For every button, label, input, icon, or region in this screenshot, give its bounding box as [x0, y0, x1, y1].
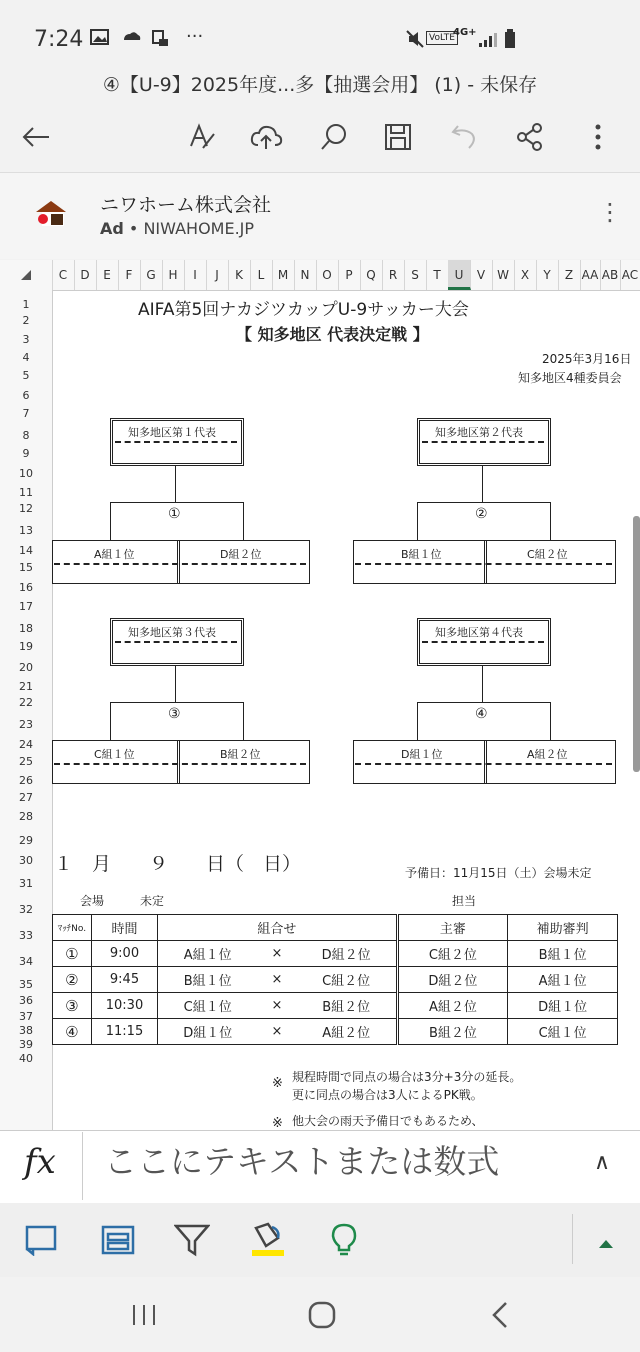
row-header[interactable]: 18	[19, 622, 33, 635]
team2-cell[interactable]: C組２位	[297, 967, 397, 993]
team-right-label: C組２位	[527, 548, 568, 561]
schedule-row	[53, 993, 618, 1019]
row-header[interactable]: 13	[19, 524, 33, 537]
reserve-date: 予備日：11月15日（土）会場未定	[405, 866, 592, 880]
assistant-cell[interactable]: D組１位	[508, 993, 618, 1019]
sheet-title: AIFA第5回ナカジツカップU-9サッカー大会	[138, 300, 469, 320]
column-header[interactable]: I	[184, 260, 207, 290]
ad-menu-icon[interactable]: ⋮	[598, 198, 622, 226]
freeze-panes-icon[interactable]	[96, 1218, 140, 1262]
sheet-committee: 知多地区4種委員会	[518, 371, 622, 385]
column-header[interactable]: AA	[580, 260, 601, 290]
toolbar-divider	[572, 1214, 573, 1264]
vs-cell[interactable]: ×	[257, 941, 297, 967]
row-header[interactable]: 6	[22, 389, 30, 402]
row-header[interactable]: 2	[22, 314, 30, 327]
referee-cell[interactable]: C組２位	[397, 941, 508, 967]
assistant-cell[interactable]: A組１位	[508, 967, 618, 993]
row-header[interactable]: 1	[22, 298, 30, 311]
pen-icon[interactable]	[180, 112, 224, 162]
row-header[interactable]: 4	[22, 351, 30, 364]
schedule-row	[53, 941, 618, 967]
match-no-cell[interactable]: ①	[53, 941, 92, 967]
ad-domain[interactable]: NIWAHOME.JP	[143, 219, 255, 238]
nav-back-icon[interactable]	[470, 1296, 530, 1334]
more-icon[interactable]	[576, 112, 620, 162]
row-header[interactable]: 24	[19, 738, 33, 751]
header-referee[interactable]: 主審	[397, 915, 508, 941]
row-header[interactable]: 20	[19, 661, 33, 674]
row-header[interactable]: 25	[19, 755, 33, 768]
row-header[interactable]: 32	[19, 903, 33, 916]
row-header[interactable]: 3	[22, 333, 30, 346]
clock: 7:24	[34, 27, 84, 52]
column-header[interactable]: M	[272, 260, 295, 290]
select-all-corner[interactable]	[0, 260, 53, 290]
referee-cell[interactable]: A組２位	[397, 993, 508, 1019]
winner-dash	[115, 441, 237, 443]
match-no-cell[interactable]: ③	[53, 993, 92, 1019]
column-header[interactable]: G	[140, 260, 163, 290]
assistant-cell[interactable]: B組１位	[508, 941, 618, 967]
venue-label: 会場	[80, 894, 105, 908]
column-header[interactable]: Z	[558, 260, 581, 290]
team1-cell[interactable]: A組１位	[158, 941, 257, 967]
team2-cell[interactable]: B組２位	[297, 993, 397, 1019]
search-icon[interactable]	[312, 112, 356, 162]
note-mark-1: ※	[272, 1076, 283, 1091]
time-cell[interactable]: 11:15	[91, 1019, 158, 1045]
vs-cell[interactable]: ×	[257, 1019, 297, 1045]
home-icon[interactable]	[292, 1296, 352, 1334]
document-title: ④【U-9】2025年度...多【抽選会用】 (1) - 未保存	[102, 74, 538, 96]
header-assistant[interactable]: 補助審判	[508, 915, 618, 941]
row-header[interactable]: 10	[19, 467, 33, 480]
image-icon	[90, 28, 110, 51]
row-header[interactable]: 28	[19, 810, 33, 823]
column-header[interactable]: Q	[360, 260, 383, 290]
network-type: 4G+	[453, 27, 477, 38]
note2-line1: 他大会の雨天予備日でもあるため、	[292, 1114, 484, 1128]
row-header[interactable]: 9	[22, 447, 30, 460]
row-header[interactable]: 16	[19, 581, 33, 594]
vs-cell[interactable]: ×	[257, 967, 297, 993]
note1-line1: 規程時間で同点の場合は3分+3分の延長。	[292, 1070, 522, 1084]
match-no-cell[interactable]: ④	[53, 1019, 92, 1045]
signal-icon	[478, 32, 498, 52]
column-header[interactable]: P	[338, 260, 361, 290]
row-header[interactable]: 19	[19, 640, 33, 653]
undo-icon[interactable]	[442, 112, 486, 162]
column-header[interactable]: J	[206, 260, 229, 290]
team2-cell[interactable]: A組２位	[297, 1019, 397, 1045]
team-right-label: A組２位	[527, 748, 568, 761]
row-header[interactable]: 21	[19, 680, 33, 693]
bracket-stem	[482, 466, 483, 502]
notification-icon	[150, 28, 170, 53]
header-time[interactable]: 時間	[91, 915, 158, 941]
formula-input[interactable]: ここにテキストまたは数式	[104, 1142, 500, 1181]
winner-label: 知多地区第４代表	[435, 626, 523, 639]
row-header[interactable]: 36	[19, 994, 33, 1007]
column-header[interactable]: Y	[536, 260, 559, 290]
schedule-header-row	[53, 915, 618, 941]
referee-cell[interactable]: B組２位	[397, 1019, 508, 1045]
row-header[interactable]: 37	[19, 1010, 33, 1023]
fx-icon[interactable]: fx	[24, 1142, 56, 1182]
ideas-bulb-icon[interactable]	[322, 1218, 366, 1262]
row-header[interactable]: 27	[19, 791, 33, 804]
row-header[interactable]: 38	[19, 1024, 33, 1037]
team-dash	[355, 563, 612, 565]
match-no-cell[interactable]: ②	[53, 967, 92, 993]
team1-cell[interactable]: C組１位	[158, 993, 257, 1019]
comment-icon[interactable]	[20, 1218, 64, 1262]
fill-color-icon[interactable]	[246, 1218, 290, 1262]
column-header[interactable]: U	[448, 260, 471, 290]
row-header[interactable]: 11	[19, 486, 33, 499]
save-icon[interactable]	[376, 112, 420, 162]
bracket-stem	[175, 666, 176, 702]
column-header[interactable]: S	[404, 260, 427, 290]
match-number: ③	[168, 706, 181, 722]
sheet-subtitle: 【 知多地区 代表決定戦 】	[236, 325, 429, 344]
team1-cell[interactable]: B組１位	[158, 967, 257, 993]
back-icon[interactable]	[14, 112, 58, 162]
row-header[interactable]: 15	[19, 561, 33, 574]
ad-source	[100, 219, 254, 238]
column-header[interactable]: F	[118, 260, 141, 290]
row-header[interactable]: 31	[19, 877, 33, 890]
column-header[interactable]: H	[162, 260, 185, 290]
row-headers	[0, 290, 53, 1130]
column-header[interactable]: AB	[600, 260, 621, 290]
team-right-label: B組２位	[220, 748, 261, 761]
team-left-label: C組１位	[94, 748, 135, 761]
team2-cell[interactable]: D組２位	[297, 941, 397, 967]
row-header[interactable]: 40	[19, 1052, 33, 1065]
ad-separator: •	[123, 219, 144, 238]
schedule-row	[53, 1019, 618, 1045]
winner-dash	[115, 641, 237, 643]
schedule-table	[52, 914, 618, 1045]
spreadsheet[interactable]	[0, 260, 640, 1130]
row-header[interactable]: 22	[19, 696, 33, 709]
time-cell[interactable]: 9:45	[91, 967, 158, 993]
row-header[interactable]: 30	[19, 854, 33, 867]
team-left-label: B組１位	[401, 548, 442, 561]
team-right-label: D組２位	[220, 548, 262, 561]
bracket-stem	[175, 466, 176, 502]
row-header[interactable]: 8	[22, 429, 30, 442]
weather-icon	[120, 28, 142, 51]
column-header[interactable]: T	[426, 260, 449, 290]
team-dash	[355, 763, 612, 765]
team-dash	[54, 563, 306, 565]
more-notifications: ···	[186, 26, 204, 47]
row-header[interactable]: 14	[19, 544, 33, 557]
row-header[interactable]: 34	[19, 955, 33, 968]
column-header[interactable]: N	[294, 260, 317, 290]
volte-indicator: VoLTE	[426, 31, 458, 45]
ad-banner[interactable]	[0, 172, 640, 259]
row-header[interactable]: 12	[19, 502, 33, 515]
formula-expand-icon[interactable]: ∧	[594, 1150, 611, 1175]
row-header[interactable]: 5	[22, 369, 30, 382]
recent-apps-icon[interactable]	[114, 1296, 174, 1334]
team-dash	[54, 763, 306, 765]
bracket-stem	[482, 666, 483, 702]
column-header[interactable]: V	[470, 260, 493, 290]
battery-icon	[504, 29, 516, 53]
row-header[interactable]: 29	[19, 834, 33, 847]
row-header[interactable]: 35	[19, 978, 33, 991]
column-header[interactable]: C	[52, 260, 75, 290]
house-logo-icon	[34, 199, 68, 233]
match-date: １ 月 ９ 日（ 日）	[54, 853, 302, 875]
column-header[interactable]: K	[228, 260, 251, 290]
formula-divider	[82, 1132, 83, 1200]
match-number: ④	[475, 706, 488, 722]
column-header[interactable]: AC	[620, 260, 640, 290]
header-match-no[interactable]: ﾏｯﾁNo.	[53, 915, 92, 941]
vertical-scrollbar[interactable]	[633, 516, 640, 772]
venue-value: 未定	[140, 894, 165, 908]
mute-icon	[406, 30, 424, 52]
column-header[interactable]: D	[74, 260, 97, 290]
row-header[interactable]: 33	[19, 929, 33, 942]
column-header[interactable]: R	[382, 260, 405, 290]
time-cell[interactable]: 10:30	[91, 993, 158, 1019]
ad-company-name[interactable]: ニワホーム株式会社	[100, 194, 272, 216]
match-number: ②	[475, 506, 488, 522]
filter-icon[interactable]	[170, 1218, 214, 1262]
row-header[interactable]: 17	[19, 600, 33, 613]
row-header[interactable]: 23	[19, 718, 33, 731]
column-header[interactable]: W	[492, 260, 515, 290]
row-header[interactable]: 39	[19, 1038, 33, 1051]
time-cell[interactable]: 9:00	[91, 941, 158, 967]
row-header[interactable]: 7	[22, 407, 30, 420]
column-header[interactable]: E	[96, 260, 119, 290]
team1-cell[interactable]: D組１位	[158, 1019, 257, 1045]
cloud-upload-icon[interactable]	[244, 112, 288, 162]
column-header[interactable]: L	[250, 260, 273, 290]
referee-cell[interactable]: D組２位	[397, 967, 508, 993]
team-left-label: D組１位	[401, 748, 443, 761]
row-header[interactable]: 26	[19, 774, 33, 787]
team-left-label: A組１位	[94, 548, 135, 561]
assistant-cell[interactable]: C組１位	[508, 1019, 618, 1045]
referee-label: 担当	[452, 894, 477, 908]
winner-label: 知多地区第２代表	[435, 426, 523, 439]
vs-cell[interactable]: ×	[257, 993, 297, 1019]
column-header[interactable]: O	[316, 260, 339, 290]
match-number: ①	[168, 506, 181, 522]
column-headers	[0, 260, 640, 291]
winner-label: 知多地区第３代表	[128, 626, 216, 639]
note-mark-2: ※	[272, 1116, 283, 1130]
sheet-date: 2025年3月16日	[542, 352, 632, 366]
note1-line2: 更に同点の場合は3人によるPK戦。	[292, 1088, 483, 1102]
winner-dash	[422, 441, 544, 443]
expand-toolbar-icon[interactable]	[598, 1234, 614, 1253]
header-pairing[interactable]: 組合せ	[158, 915, 397, 941]
winner-dash	[422, 641, 544, 643]
winner-label: 知多地区第１代表	[128, 426, 216, 439]
share-icon[interactable]	[508, 112, 552, 162]
column-header[interactable]: X	[514, 260, 537, 290]
schedule-row	[53, 967, 618, 993]
ad-label: Ad	[100, 219, 124, 238]
